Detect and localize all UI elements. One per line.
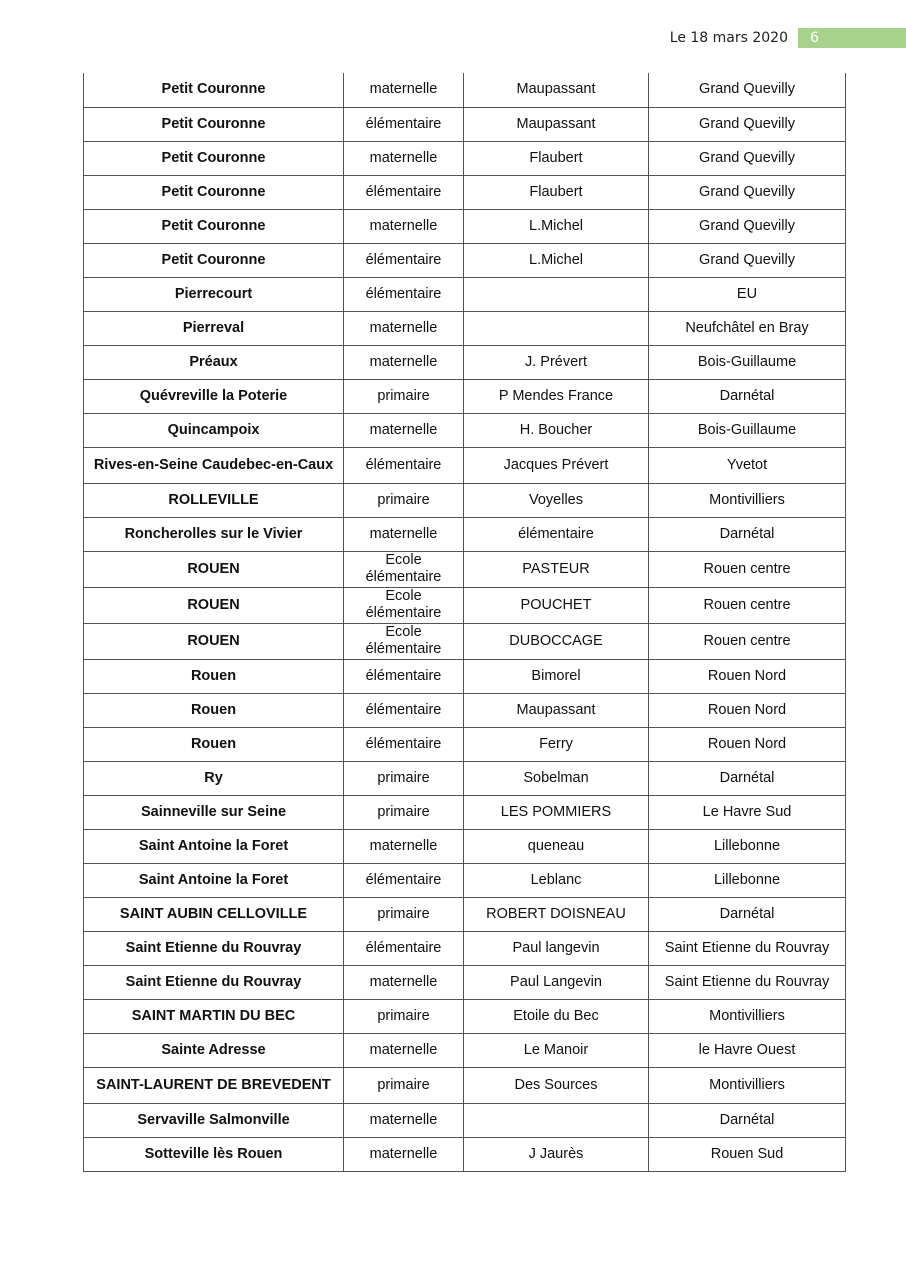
school-name-cell: Ferry <box>464 727 649 761</box>
commune-cell: Petit Couronne <box>84 175 344 209</box>
school-name-cell: ROBERT DOISNEAU <box>464 897 649 931</box>
header-date: Le 18 mars 2020 <box>669 29 788 46</box>
table-row <box>84 659 846 693</box>
circonscription-cell: Montivilliers <box>649 483 846 517</box>
circonscription-cell: Grand Quevilly <box>649 107 846 141</box>
schools-table-body <box>84 73 846 1171</box>
circonscription-cell: Darnétal <box>649 761 846 795</box>
table-row <box>84 1137 846 1171</box>
school-type-cell: primaire <box>344 761 464 795</box>
school-name-cell: PASTEUR <box>464 551 649 587</box>
school-name-cell: Sobelman <box>464 761 649 795</box>
circonscription-cell: Rouen Sud <box>649 1137 846 1171</box>
circonscription-cell: Saint Etienne du Rouvray <box>649 931 846 965</box>
circonscription-cell: EU <box>649 277 846 311</box>
commune-cell: Roncherolles sur le Vivier <box>84 517 344 551</box>
circonscription-cell: Darnétal <box>649 1103 846 1137</box>
school-name-cell: Flaubert <box>464 141 649 175</box>
commune-cell: Pierreval <box>84 311 344 345</box>
school-name-cell <box>464 311 649 345</box>
commune-cell: Rouen <box>84 659 344 693</box>
commune-cell: Saint Antoine la Foret <box>84 863 344 897</box>
school-name-cell: Voyelles <box>464 483 649 517</box>
school-name-cell: L.Michel <box>464 209 649 243</box>
commune-cell: Saint Etienne du Rouvray <box>84 931 344 965</box>
commune-cell: SAINT AUBIN CELLOVILLE <box>84 897 344 931</box>
table-row <box>84 623 846 659</box>
school-name-cell: Flaubert <box>464 175 649 209</box>
circonscription-cell: Montivilliers <box>649 1067 846 1103</box>
table-row <box>84 829 846 863</box>
school-type-cell: maternelle <box>344 311 464 345</box>
circonscription-cell: Grand Quevilly <box>649 243 846 277</box>
school-type-cell: maternelle <box>344 73 464 107</box>
school-name-cell: Paul langevin <box>464 931 649 965</box>
school-type-cell: Ecole élémentaire <box>344 623 464 659</box>
school-name-cell: J. Prévert <box>464 345 649 379</box>
table-row <box>84 175 846 209</box>
commune-cell: Saint Antoine la Foret <box>84 829 344 863</box>
circonscription-cell: Saint Etienne du Rouvray <box>649 965 846 999</box>
school-type-cell: maternelle <box>344 1137 464 1171</box>
table-row <box>84 587 846 623</box>
circonscription-cell: le Havre Ouest <box>649 1033 846 1067</box>
commune-cell: Sainneville sur Seine <box>84 795 344 829</box>
circonscription-cell: Rouen Nord <box>649 693 846 727</box>
school-name-cell: Paul Langevin <box>464 965 649 999</box>
table-row <box>84 517 846 551</box>
school-name-cell <box>464 277 649 311</box>
table-row <box>84 897 846 931</box>
school-type-cell: élémentaire <box>344 447 464 483</box>
circonscription-cell: Darnétal <box>649 379 846 413</box>
school-name-cell: Le Manoir <box>464 1033 649 1067</box>
table-row <box>84 107 846 141</box>
commune-cell: SAINT-LAURENT DE BREVEDENT <box>84 1067 344 1103</box>
commune-cell: Ry <box>84 761 344 795</box>
commune-cell: Petit Couronne <box>84 243 344 277</box>
school-type-cell: maternelle <box>344 209 464 243</box>
school-type-cell: primaire <box>344 795 464 829</box>
commune-cell: Quincampoix <box>84 413 344 447</box>
table-row <box>84 761 846 795</box>
table-row <box>84 693 846 727</box>
circonscription-cell: Grand Quevilly <box>649 209 846 243</box>
school-name-cell: Bimorel <box>464 659 649 693</box>
school-name-cell: H. Boucher <box>464 413 649 447</box>
circonscription-cell: Montivilliers <box>649 999 846 1033</box>
school-name-cell: queneau <box>464 829 649 863</box>
school-name-cell: Jacques Prévert <box>464 447 649 483</box>
circonscription-cell: Darnétal <box>649 897 846 931</box>
table-row <box>84 413 846 447</box>
commune-cell: ROUEN <box>84 587 344 623</box>
circonscription-cell: Grand Quevilly <box>649 175 846 209</box>
commune-cell: Petit Couronne <box>84 107 344 141</box>
school-type-cell: primaire <box>344 999 464 1033</box>
school-name-cell: Leblanc <box>464 863 649 897</box>
table-row <box>84 965 846 999</box>
school-type-cell: primaire <box>344 1067 464 1103</box>
commune-cell: Petit Couronne <box>84 209 344 243</box>
school-type-cell: Ecole élémentaire <box>344 587 464 623</box>
school-type-cell: maternelle <box>344 829 464 863</box>
school-type-cell: élémentaire <box>344 693 464 727</box>
school-name-cell: élémentaire <box>464 517 649 551</box>
commune-cell: Servaville Salmonville <box>84 1103 344 1137</box>
school-name-cell: J Jaurès <box>464 1137 649 1171</box>
school-name-cell <box>464 1103 649 1137</box>
circonscription-cell: Rouen centre <box>649 551 846 587</box>
circonscription-cell: Lillebonne <box>649 829 846 863</box>
school-type-cell: primaire <box>344 379 464 413</box>
commune-cell: Petit Couronne <box>84 73 344 107</box>
commune-cell: ROUEN <box>84 623 344 659</box>
schools-table <box>83 73 846 1172</box>
commune-cell: Rives-en-Seine Caudebec-en-Caux <box>84 447 344 483</box>
school-type-cell: élémentaire <box>344 727 464 761</box>
school-name-cell: L.Michel <box>464 243 649 277</box>
school-type-cell: maternelle <box>344 1033 464 1067</box>
school-name-cell: Des Sources <box>464 1067 649 1103</box>
commune-cell: ROLLEVILLE <box>84 483 344 517</box>
school-name-cell: LES POMMIERS <box>464 795 649 829</box>
table-row <box>84 379 846 413</box>
table-row <box>84 863 846 897</box>
circonscription-cell: Rouen Nord <box>649 727 846 761</box>
commune-cell: Quévreville la Poterie <box>84 379 344 413</box>
commune-cell: Petit Couronne <box>84 141 344 175</box>
school-name-cell: Maupassant <box>464 693 649 727</box>
school-type-cell: maternelle <box>344 141 464 175</box>
commune-cell: SAINT MARTIN DU BEC <box>84 999 344 1033</box>
table-row <box>84 999 846 1033</box>
table-row <box>84 1033 846 1067</box>
commune-cell: Sotteville lès Rouen <box>84 1137 344 1171</box>
circonscription-cell: Rouen centre <box>649 623 846 659</box>
school-type-cell: primaire <box>344 897 464 931</box>
school-type-cell: maternelle <box>344 413 464 447</box>
school-type-cell: élémentaire <box>344 277 464 311</box>
commune-cell: Pierrecourt <box>84 277 344 311</box>
page-header <box>670 27 906 48</box>
page-number: 6 <box>798 28 906 48</box>
circonscription-cell: Bois-Guillaume <box>649 345 846 379</box>
table-row <box>84 277 846 311</box>
school-name-cell: POUCHET <box>464 587 649 623</box>
circonscription-cell: Rouen Nord <box>649 659 846 693</box>
table-row <box>84 483 846 517</box>
school-type-cell: élémentaire <box>344 931 464 965</box>
school-type-cell: élémentaire <box>344 863 464 897</box>
school-type-cell: maternelle <box>344 965 464 999</box>
table-row <box>84 1103 846 1137</box>
school-type-cell: élémentaire <box>344 659 464 693</box>
commune-cell: Sainte Adresse <box>84 1033 344 1067</box>
school-name-cell: DUBOCCAGE <box>464 623 649 659</box>
table-row <box>84 447 846 483</box>
commune-cell: Rouen <box>84 727 344 761</box>
school-type-cell: élémentaire <box>344 243 464 277</box>
circonscription-cell: Darnétal <box>649 517 846 551</box>
school-name-cell: P Mendes France <box>464 379 649 413</box>
table-row <box>84 931 846 965</box>
school-name-cell: Etoile du Bec <box>464 999 649 1033</box>
commune-cell: Saint Etienne du Rouvray <box>84 965 344 999</box>
school-type-cell: élémentaire <box>344 107 464 141</box>
table-row <box>84 141 846 175</box>
table-row <box>84 243 846 277</box>
table-row <box>84 311 846 345</box>
circonscription-cell: Yvetot <box>649 447 846 483</box>
circonscription-cell: Grand Quevilly <box>649 73 846 107</box>
school-type-cell: élémentaire <box>344 175 464 209</box>
table-row <box>84 727 846 761</box>
table-row <box>84 551 846 587</box>
circonscription-cell: Le Havre Sud <box>649 795 846 829</box>
commune-cell: ROUEN <box>84 551 344 587</box>
circonscription-cell: Rouen centre <box>649 587 846 623</box>
school-type-cell: maternelle <box>344 1103 464 1137</box>
circonscription-cell: Bois-Guillaume <box>649 413 846 447</box>
circonscription-cell: Lillebonne <box>649 863 846 897</box>
school-type-cell: primaire <box>344 483 464 517</box>
school-type-cell: maternelle <box>344 345 464 379</box>
school-type-cell: Ecole élémentaire <box>344 551 464 587</box>
commune-cell: Préaux <box>84 345 344 379</box>
school-type-cell: maternelle <box>344 517 464 551</box>
table-row <box>84 209 846 243</box>
school-name-cell: Maupassant <box>464 107 649 141</box>
commune-cell: Rouen <box>84 693 344 727</box>
school-name-cell: Maupassant <box>464 73 649 107</box>
table-row <box>84 795 846 829</box>
table-row <box>84 1067 846 1103</box>
circonscription-cell: Grand Quevilly <box>649 141 846 175</box>
table-row <box>84 345 846 379</box>
table-row <box>84 73 846 107</box>
circonscription-cell: Neufchâtel en Bray <box>649 311 846 345</box>
